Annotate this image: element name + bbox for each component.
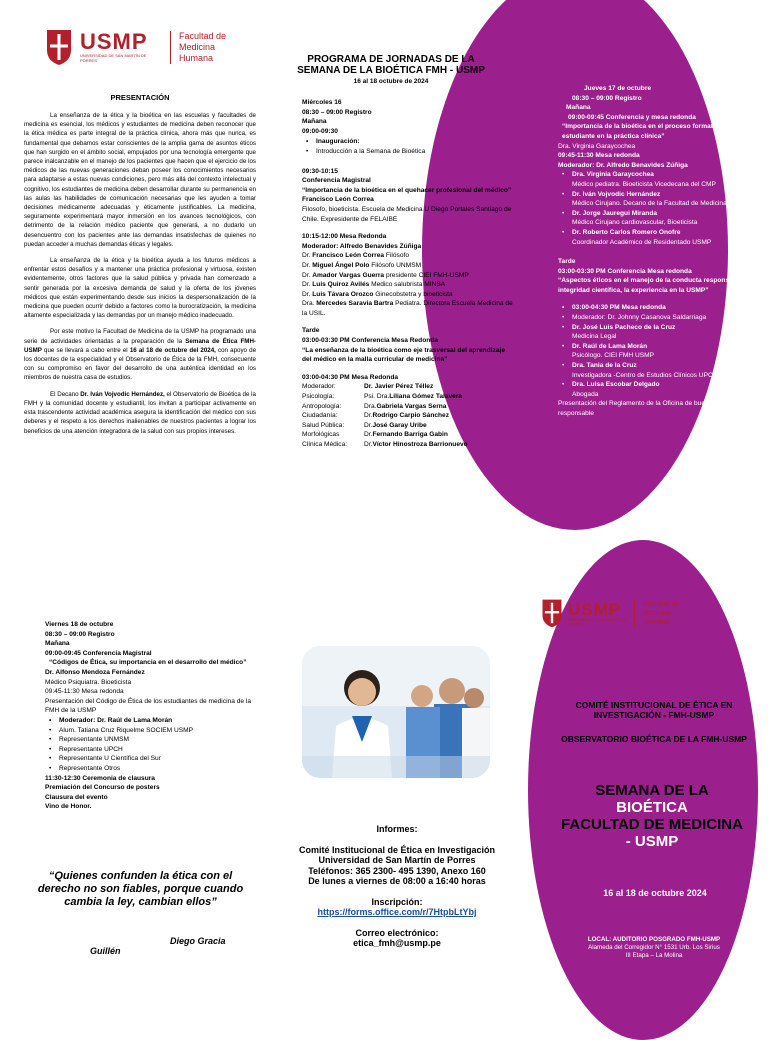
cover-observatorio: OBSERVATORIO BIOÉTICA DE LA FMH-USMP [561,734,747,744]
quote-author-1: Diego Gracia [170,936,226,946]
jueves-schedule: Jueves 17 de octubre 08:30 – 09:00 Registro Mañana 09:00-09:45 Conferencia y mesa redonda “Importancia de la bioética en el proceso formativo del estudiante en la práctica clínica” Dra. Virginia Garaycochea 09:45-11:30 Mesa redonda Moderador: Dr. Alfredo Benavides Zúñiga • Dra. Virginia Garaycochea Médico pediatra. Bioeticista Vicedecana del CMP • Dr. Iván Vojvodic Hernández Médico Cirujano. Decano de la Facultad de Medicina de USMP • Dr. Jorge Jauregui Miranda Médico Cirujano cardiovascular, Bioeticista • Dr. Roberto Carlos Romero Onofre Coordinador Académico de Residentado USMP Tarde 03:00-03:30 PM Conferencia Mesa redonda “Aspectos éticos en el manejo de la conducta responsable y la integridad científica, la experiencia en la USMP” • 03:00-04:30 PM Mesa redonda • Moderador: Dr. Johnny Casanova Saldarriaga • Dr. José Luis Pacheco de la Cruz Medicina Legal • Dr. Raúl de Lama Morán Psicólogo. CIEI FMH USMP • Dra. Tania de la Cruz Investigadora -Centro de Estudios Clínicos UPCH • Dra. Luisa Escobar Delgado Abogada Presentación del Reglamento de la Oficina de buena conducta responsable [558,84,758,419]
cover-comite: COMITÉ INSTITUCIONAL DE ÉTICA EN INVESTIGACIÓN - FMH-USMP [575,700,733,720]
viernes-schedule: Viernes 18 de octubre 08:30 – 09:00 Registro Mañana 09:00-09:45 Conferencia Magistral “Códigos de Ética, su importancia en el desarrollo del médico” Dr. Alfonso Mendoza Fernández Médico Psiquiatra. Bioeticista 09:45-11:30 Mesa redonda Presentación del Código de Ética de los estudiantes de medicina de la FMH de la USMP • Moderador: Dr. Raúl de Lama Morán • Alum. Tatiana Cruz Riquelme SOCIEM USMP • Representante UNMSM • Representante UPCH • Representante U Científica del Sur • Representante Otros 11:30-12:30 Ceremonia de clausura Premiación del Concurso de posters Clausura del evento Vino de Honor. [45,620,257,812]
quote-author-2: Guillén [90,946,121,956]
informes-block: Informes: Comité Institucional de Ética en Investigación Universidad de San Martín de Porres Teléfonos: 365 2300- 495 1390, Anexo 160 De lunes a viernes de 08:00 a 16:40 horas Inscripción: https://forms.office.com/r/7HtpbLtYbj Correo electrónico: etica_fmh@usmp.pe [280,824,514,949]
cover-usmp-logo: USMP UNIVERSIDAD DE SAN MARTÍN DE PORRES Facultad de Medicina Humana [540,598,680,628]
presentacion-p4: El Decano Dr. Iván Vojvodic Hernández, el Observatorio de Bioética de la FMH y la comunidad docente y estudiantil, los invitan a participar activamente en esta trascendente actividad académica asegura la identificación del médico con sus deberes y el respeto a los derechos inalienables de nuestros pacientes a lograr los beneficios de una atención integradora de la salud con sus propios intereses. [24,390,256,435]
jueves-t2-item-3: • Dra. Luisa Escobar Delgado Abogada [572,380,758,399]
usmp-wordmark: USMP [80,29,148,54]
mie-panel-5: Dra. Mercedes Saravia Bartra Pediatra. Directora Escuela Medicina de la USIL. [302,300,513,317]
faculty-label: Facultad de Medicina Humana [170,31,226,64]
presentacion-body [24,111,256,443]
usmp-shield-icon [44,28,74,66]
presentacion-p2: La enseñanza de la ética y la bioética ayuda a los futuros médicos a enfrentar estos desafíos y a mantener una práctica profesional y virtuosa, existen evidentemente, otros factores que la salud pública y privada han comenzado a sentir generada por la excesiva demanda de salud y la oferta de los jóvenes médicos que están experimentando desde sus inicios la despersonalización de la medicina que pueden ocurrir debido a factores como la burocratización, la medicina altamente especializada y las demandas por un manejo médico inadecuado. [24,257,256,320]
jueves-item-1: • Dr. Iván Vojvodic Hernández Médico Cirujano. Decano de la Facultad de Medicina de USMP [572,190,758,209]
informes-title: Informes: [376,824,418,834]
cover-local: LOCAL: AUDITORIO POSGRADO FMH-USMP Alameda del Corregidor N° 1531 Urb. Los Sirius III Etapa – La Molina [587,936,721,959]
jueves-t2-item-2: • Dra. Tania de la Cruz Investigadora -Centro de Estudios Clínicos UPCH [572,361,758,380]
mie-panel-4: Dr. Luis Távara Orozco Ginecobstetra y bioeticista [302,290,453,298]
usmp-shield-icon [540,598,564,628]
email-address[interactable]: etica_fmh@usmp.pe [353,938,441,948]
usmp-subtitle: UNIVERSIDAD DE SAN MARTÍN DE PORRES [80,53,147,63]
programa-title: PROGRAMA DE JORNADAS DE LA SEMANA DE LA BIOÉTICA FMH - USMP [297,54,485,76]
quote-text: “Quienes confunden la ética con el derecho no son fiables, porque cuando cambia la ley, cambian ellos” [37,870,244,908]
jueves-item-0: • Dra. Virginia Garaycochea Médico pediatra. Bioeticista Vicedecana del CMP [572,170,758,189]
jueves-item-3: • Dr. Roberto Carlos Romero Onofre Coordinador Académico de Residentado USMP [572,228,758,247]
jueves-item-2: • Dr. Jorge Jauregui Miranda Médico Cirujano cardiovascular, Bioeticista [572,209,758,228]
usmp-logo [44,28,226,66]
cover-main-title: SEMANA DE LA BIOÉTICA FACULTAD DE MEDICINA - USMP [561,782,743,850]
programa-dates: 16 al 18 octubre de 2024 [353,78,429,85]
presentacion-p3: Por este motivo la Facultad de Medicina de la USMP ha programado una serie de actividades orientadas a la preparación de la Semana de Ética FMH-USMP que se llevará a cabo entre el 16 al 18 de octubre del 2024, con apoyo de los docentes de la especialidad y el Observatorio de Ética de la FMH, consecuente con su compromiso en favor del desarrollo de una auténtica identidad en los miembros de nuestra casa de estudios. [24,328,257,382]
presentacion-title: PRESENTACIÓN [110,93,170,102]
cover-dates: 16 al 18 de octubre 2024 [603,888,707,898]
mie-panel-0: Dr. Francisco León Correa Filósofo [302,252,410,260]
jueves-t2-item-1: • Dr. Raúl de Lama Morán Psicólogo. CIEI FMH USMP [572,342,758,361]
jueves-t2-item-0: • Dr. José Luis Pacheco de la Cruz Medicina Legal [572,323,758,342]
inscripcion-link[interactable]: https://forms.office.com/r/7HtpbLtYbj [317,907,477,917]
mie-panel-1: Dr. Miguel Ángel Polo Filósofo UNMSM [302,261,422,269]
presentacion-p1: La enseñanza de la ética y la bioética en las escuelas y facultades de medicina es esencial, los médicos y estudiantes de medicina deben reconocer que la ética médica es parte integral de la práctica clínica, ahora más que nunca, es fundamental que debamos estar conscientes de la amplia gama de asuntos éticos que han surgido en el ámbito social, empujados por una tecnología emergente que parece inalcanzable en el manejo de los pacientes que hacen que el ejercicio de los médicos de las nuevas generaciones deban poseer los conocimientos necesarios para adaptarse a estas nuevas condiciones, pero más allá del contexto intelectual y cognitivo, los estudiantes de medicina deben desarrollar durante su permanencia en las aulas las habilidades de comunicación necesarias que les ayuden a tomar decisiones médicamente adecuadas y éticamente justificables. La medicina, seguramente experimentará mayor inmersión en los avances tecnológicos, con detrimento de la relación médico paciente que generará, a no dudarlo un desencuentro con los pacientes ante las demandas insatisfechas de quienes no puedan acceder a muchas demandas éticas y legales. [24,112,256,248]
doctors-photo [302,646,490,778]
mie-panel-3: Dr. Luis Quiroz Avilés Medico salubrista MINSA [302,281,446,289]
mie-panel-2: Dr. Amador Vargas Guerra presidente CIEI FMH-USMP [302,271,469,279]
miercoles-schedule: Miércoles 16 08:30 – 09:00 Registro Mañana 09:00-09:30 • Inauguración: • Introducción a la Semana de Bioética 09:30-10:15 Conferencia Magistral “Importancia de la bioética en el quehacer profesional del médico” Francisco León Correa Filosofo, bioeticista. Escuela de Medicina U Diego Portales Santiago de Chile. Expresidente de FELAIBE 10:15-12:00 Mesa Redonda Moderador: Alfredo Benavides Zúñiga Dr. Francisco León Correa Filósofo Dr. Miguel Ángel Polo Filósofo UNMSM Dr. Amador Vargas Guerra presidente CIEI FMH-USMP Dr. Luis Quiroz Avilés Medico salubrista MINSA Dr. Luis Távara Orozco Ginecobstetra y bioeticista Dra. Mercedes Saravia Bartra Pediatra. Directora Escuela Medicina de la USIL. Tarde 03:00-03:30 PM Conferencia Mesa Redonda “La enseñanza de la bioética como eje trasversal del aprendizaje del médico en la malla curricular de medicina” 03:00-04:30 PM Mesa Redonda Moderador: Dr. Javier Pérez Téllez Psicología: Psi. Dra. Liliana Gómez Talavera Antropología: Dra. Gabriela Vargas Serna Ciudadanía: Dr. Rodrigo Carpio Sánchez Salud Pública: Dr. José Garay Uribe Morfológicas Dr. Fernando Barriga Gabin Clínica Médica: Dr. Víctor Hinostroza Barrionuevo [302,98,514,450]
